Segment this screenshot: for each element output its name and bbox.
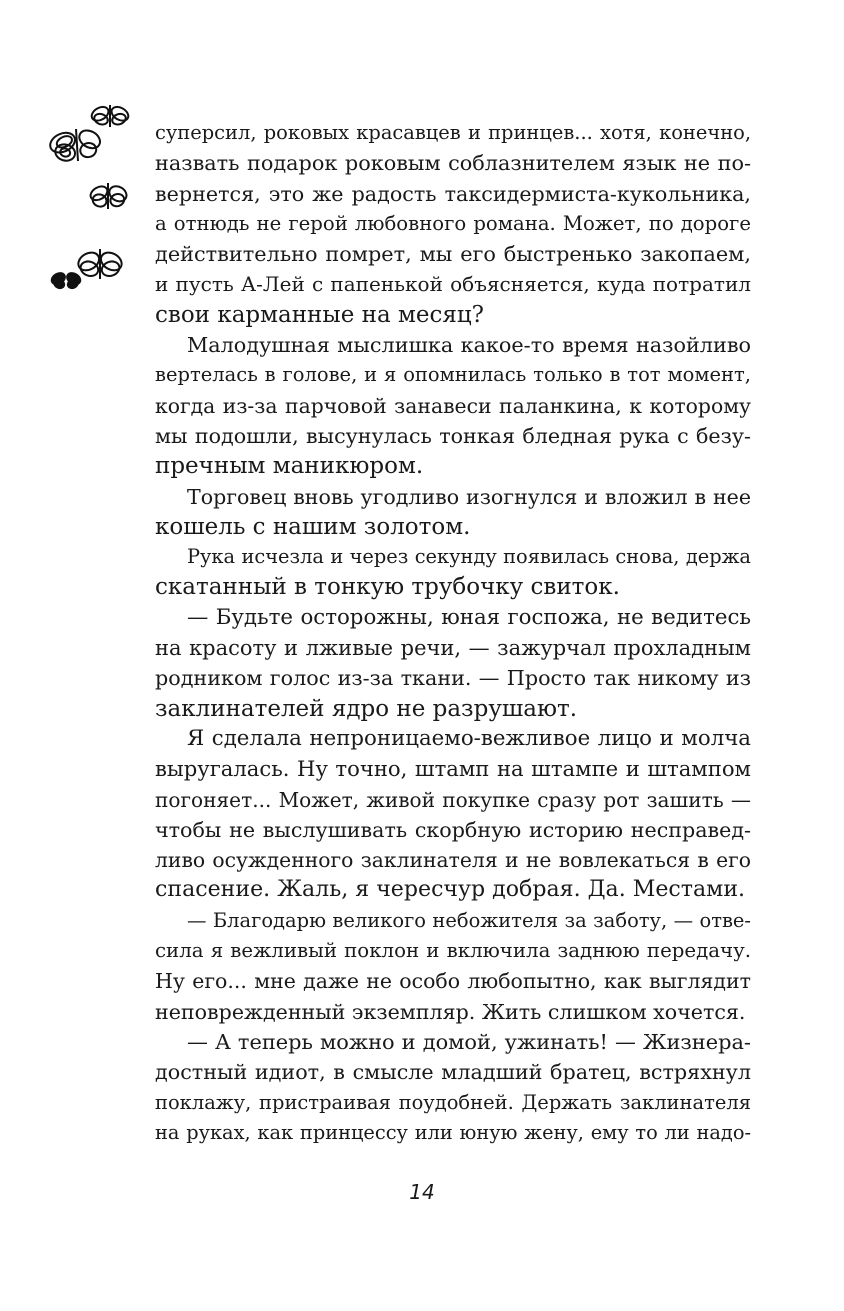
- text-line: сила я вежливый поклон и включила заднюю передачу.: [155, 939, 751, 963]
- text-line: Малодушная мыслишка какое-то время назойливо: [187, 333, 751, 358]
- text-line: на красоту и лживые речи, — зажурчал прохладным: [155, 636, 751, 661]
- text-line: Торговец вновь угодливо изогнулся и вложил в нее: [187, 484, 751, 509]
- text-line: а отнюдь не герой любовного романа. Может, по дороге: [155, 211, 751, 235]
- text-line: свои карманные на месяц?: [155, 301, 484, 328]
- text-line: Ну его... мне даже не особо любопытно, как выглядит: [155, 969, 751, 994]
- text-line: скатанный в тонкую трубочку свиток.: [155, 574, 620, 601]
- text-line: на руках, как принцессу или юную жену, ему то ли надо-: [155, 1120, 751, 1144]
- text-line: достный идиот, в смысле младший братец, встряхнул: [155, 1060, 751, 1085]
- text-line: заклинателей ядро не разрушают.: [155, 695, 578, 722]
- text-line: вернется, это же радость таксидермиста-кукольника,: [155, 181, 751, 206]
- text-line: назвать подарок роковым соблазнителем язык не по-: [155, 151, 751, 176]
- text-line: действительно помрет, мы его быстренько закопаем,: [155, 242, 751, 267]
- text-line: ливо осужденного заклинателя и не вовлекаться в его: [155, 848, 751, 873]
- text-line: — Будьте осторожны, юная госпожа, не ведитесь: [187, 604, 751, 630]
- text-line: и пусть А-Лей с папенькой объясняется, куда потратил: [155, 272, 751, 297]
- text-line: поклажу, пристраивая поудобней. Держать заклинателя: [155, 1090, 751, 1114]
- text-line: мы подошли, высунулась тонкая бледная рука с безу-: [155, 423, 751, 448]
- text-line: спасение. Жаль, я чересчур добрая. Да. Местами.: [155, 877, 746, 903]
- text-line: выругалась. Ну точно, штамп на штампе и штампом: [155, 756, 751, 782]
- text-line: неповрежденный экземпляр. Жить слишком хочется.: [155, 999, 746, 1024]
- text-line: — А теперь можно и домой, ужинать! — Жизнера-: [187, 1029, 751, 1054]
- text-line: Я сделала непроницаемо-вежливое лицо и молча: [187, 725, 751, 751]
- text-line: пречным маникюром.: [155, 453, 424, 480]
- text-line: родником голос из-за ткани. — Просто так никому из: [155, 666, 751, 691]
- text-line: чтобы не выслушивать скорбную историю несправед-: [155, 817, 751, 842]
- text-line: погоняет... Может, живой покупке сразу рот зашить —: [155, 787, 751, 812]
- page-number: 14: [409, 1180, 435, 1204]
- butterfly-ornament-icon: [48, 95, 138, 305]
- page-body-text: [155, 118, 751, 1148]
- text-line: кошель с нашим золотом.: [155, 513, 471, 540]
- text-line: — Благодарю великого небожителя за заботу, — отве-: [187, 908, 751, 932]
- text-line: когда из-за парчовой занавеси паланкина, к которому: [155, 393, 751, 418]
- text-line: Рука исчезла и через секунду появилась снова, держа: [187, 545, 751, 569]
- text-line: суперсил, роковых красавцев и принцев... хотя, конечно,: [155, 121, 751, 144]
- text-line: вертелась в голове, и я опомнилась только в тот момент,: [155, 363, 751, 387]
